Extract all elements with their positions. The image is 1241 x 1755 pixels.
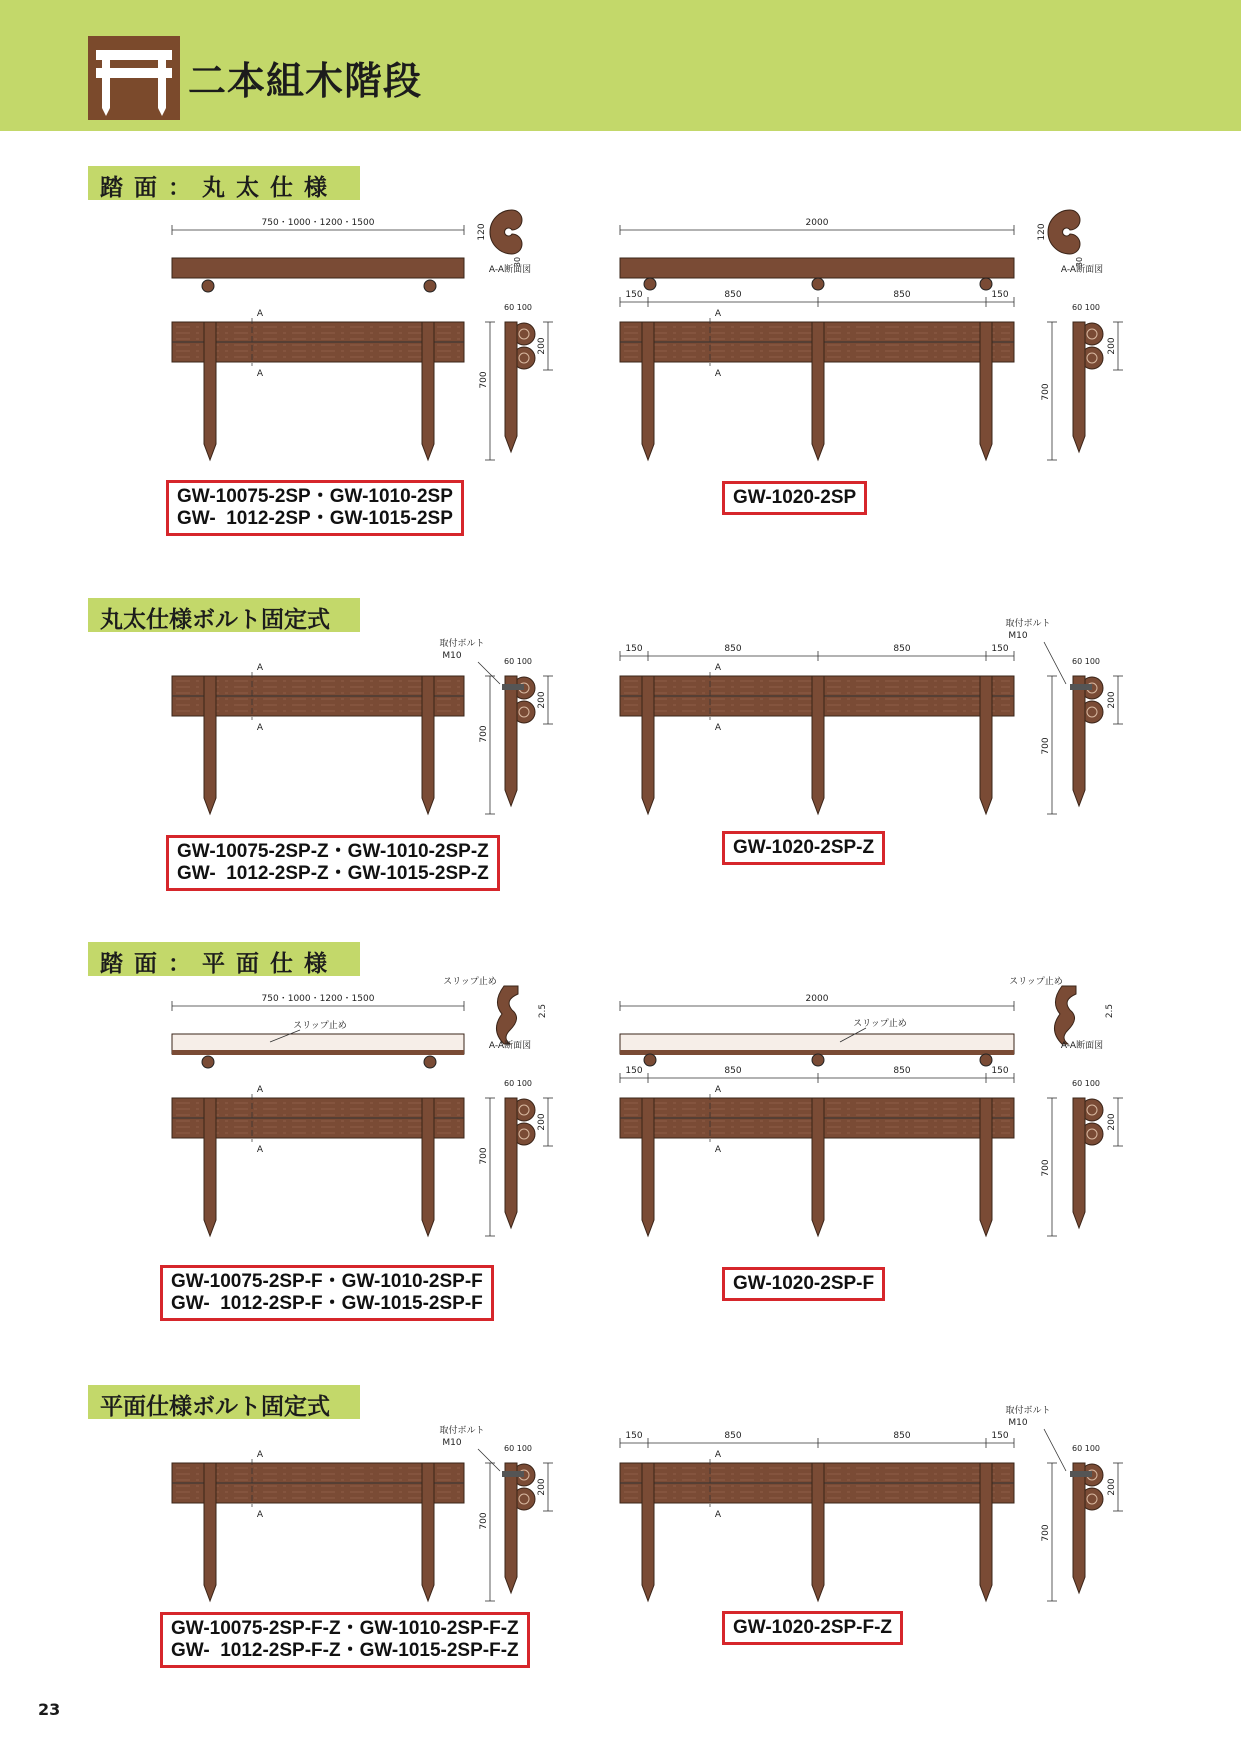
bolt-size-short: M10 <box>442 651 462 661</box>
section-heading-flat-tread: 踏面：平面仕様 <box>88 942 360 976</box>
plan-peg-long-mid <box>812 1054 824 1066</box>
dim-850-left: 850 <box>724 644 742 654</box>
section-heading-flat-bolt: 平面仕様ボルト固定式 <box>88 1385 360 1419</box>
plan-beam-short-base <box>172 1050 464 1055</box>
dim-60-100-long: 60 100 <box>1072 657 1100 666</box>
top-dim-short-label: 750・1000・1200・1500 <box>261 994 375 1004</box>
section-mark-short-label-bottom: A <box>256 369 264 379</box>
dim-150-left: 150 <box>625 290 643 300</box>
dim-850-right: 850 <box>893 1431 911 1441</box>
dim-30-long: 30 <box>1075 256 1084 268</box>
dim-700-long-label: 700 <box>1041 1159 1051 1177</box>
slip-stop-section-short: スリップ止め <box>443 977 497 987</box>
code-box-flat-bolt-2000: GW-1020-2SP-F-Z <box>722 1611 903 1645</box>
front-stake-long-right <box>980 1098 992 1236</box>
dim-850-right: 850 <box>893 290 911 300</box>
section-mark-short-label-bottom: A <box>256 723 264 733</box>
front-stake-long-mid <box>812 322 824 460</box>
section-profile-long <box>1054 986 1076 1044</box>
dim-30-short: 30 <box>513 256 522 268</box>
front-stake-short-left <box>204 1098 216 1236</box>
plan-peg-short-right <box>424 280 436 292</box>
dim-150-right: 150 <box>991 644 1009 654</box>
section-mark-long-label-top: A <box>714 663 722 673</box>
front-stake-long-left <box>642 322 654 460</box>
front-stake-short-left <box>204 1463 216 1601</box>
dim-700-short-label: 700 <box>479 725 489 743</box>
dim-700-short-label: 700 <box>479 1147 489 1165</box>
side-long-stake <box>1073 676 1085 806</box>
plan-peg-long-left <box>644 1054 656 1066</box>
dim-60-100-long: 60 100 <box>1072 1444 1100 1453</box>
dim-150-left: 150 <box>625 644 643 654</box>
section-mark-short-label-bottom: A <box>256 1145 264 1155</box>
code-box-log-bolt-short: GW-10075-2SP-Z・GW-1010-2SP-Z GW- 1012-2SP-Z・GW-1015-2SP-Z <box>166 835 500 891</box>
section-mark-short-label-top: A <box>256 1450 264 1460</box>
bolt-size-short: M10 <box>442 1438 462 1448</box>
dim-25-short: 2.5 <box>538 1003 548 1019</box>
dim-200-short-label: 200 <box>537 1478 547 1496</box>
front-stake-short-right <box>422 676 434 814</box>
section-label-long: A-A断面図 <box>1060 265 1104 275</box>
front-stake-long-left <box>642 676 654 814</box>
code-box-flat-2000: GW-1020-2SP-F <box>722 1267 885 1301</box>
dim-700-long-label: 700 <box>1041 737 1051 755</box>
bolt-label-short: 取付ボルト <box>439 639 485 649</box>
front-stake-short-right <box>422 1463 434 1601</box>
stair-logo-icon <box>88 36 180 120</box>
page-title: 二本組木階段 <box>188 59 423 103</box>
section-mark-short-label-top: A <box>256 1085 264 1095</box>
dim-150-right: 150 <box>991 290 1009 300</box>
dim-850-left: 850 <box>724 1066 742 1076</box>
bolt-size-long: M10 <box>1008 1418 1028 1428</box>
section-heading-log-tread: 踏面：丸太仕様 <box>88 166 360 200</box>
dim-200-short-label: 200 <box>537 337 547 355</box>
code-box-flat-short: GW-10075-2SP-F・GW-1010-2SP-F GW- 1012-2SP-F・GW-1015-2SP-F <box>160 1265 494 1321</box>
bolt-leader-short <box>478 662 500 684</box>
section-mark-long-label-top: A <box>714 1450 722 1460</box>
front-stake-long-mid <box>812 1463 824 1601</box>
code-box-log-2000: GW-1020-2SP <box>722 481 867 515</box>
top-dim-long-label: 2000 <box>805 218 829 228</box>
section-label-long: A-A断面図 <box>1060 1041 1104 1051</box>
section-mark-short-label-top: A <box>256 309 264 319</box>
dim-60-100-short: 60 100 <box>504 303 532 312</box>
dim-60-100-short: 60 100 <box>504 1079 532 1088</box>
plan-peg-long-right <box>980 278 992 290</box>
section-label-short: A-A断面図 <box>488 265 532 275</box>
section-profile-short <box>490 210 522 254</box>
page-number: 23 <box>38 1700 61 1719</box>
dim-850-right: 850 <box>893 1066 911 1076</box>
section-label-short: A-A断面図 <box>488 1041 532 1051</box>
slip-stop-section-long: スリップ止め <box>1009 977 1063 987</box>
plan-beam-long <box>620 258 1014 278</box>
side-short-stake <box>505 1463 517 1593</box>
dim-150-left: 150 <box>625 1431 643 1441</box>
plan-peg-long-left <box>644 278 656 290</box>
dim-200-long-label: 200 <box>1107 337 1117 355</box>
side-short-stake <box>505 322 517 452</box>
section-mark-long-label-bottom: A <box>714 1510 722 1520</box>
slip-stop-label-long: スリップ止め <box>853 1019 907 1029</box>
front-stake-short-right <box>422 1098 434 1236</box>
bolt-label-long: 取付ボルト <box>1005 1406 1051 1416</box>
diagram-flat-tread <box>0 976 1241 1256</box>
code-box-log-bolt-2000: GW-1020-2SP-Z <box>722 831 885 865</box>
top-dim-long-label: 2000 <box>805 994 829 1004</box>
side-short-stake <box>505 1098 517 1228</box>
section-mark-long-label-bottom: A <box>714 369 722 379</box>
section-mark-long-label-bottom: A <box>714 1145 722 1155</box>
section-heading-log-bolt: 丸太仕様ボルト固定式 <box>88 598 360 632</box>
front-stake-long-right <box>980 676 992 814</box>
dim-150-right: 150 <box>991 1066 1009 1076</box>
plan-peg-long-right <box>980 1054 992 1066</box>
side-long-bolt <box>1070 1471 1092 1477</box>
front-stake-long-left <box>642 1463 654 1601</box>
dim-60-100-long: 60 100 <box>1072 1079 1100 1088</box>
plan-peg-short-right <box>424 1056 436 1068</box>
side-long-stake <box>1073 1463 1085 1593</box>
dim-60-100-long: 60 100 <box>1072 303 1100 312</box>
dim-700-long-label: 700 <box>1041 383 1051 401</box>
dim-25-long: 2.5 <box>1105 1003 1115 1019</box>
section-mark-long-label-top: A <box>714 1085 722 1095</box>
front-stake-short-left <box>204 322 216 460</box>
dim-200-short-label: 200 <box>537 691 547 709</box>
header-band <box>0 0 1241 131</box>
plan-beam-short <box>172 258 464 278</box>
plan-peg-short-left <box>202 1056 214 1068</box>
bolt-leader-long <box>1044 1429 1066 1471</box>
side-long-stake <box>1073 322 1085 452</box>
dim-150-right: 150 <box>991 1431 1009 1441</box>
section-mark-long-label-top: A <box>714 309 722 319</box>
front-stake-long-left <box>642 1098 654 1236</box>
dim-700-short-label: 700 <box>479 1512 489 1530</box>
dim-850-left: 850 <box>724 1431 742 1441</box>
dim-200-long-label: 200 <box>1107 691 1117 709</box>
section-mark-long-label-bottom: A <box>714 723 722 733</box>
dim-700-long-label: 700 <box>1041 1524 1051 1542</box>
code-box-log-short: GW-10075-2SP・GW-1010-2SP GW- 1012-2SP・GW-1015-2SP <box>166 480 464 536</box>
front-stake-long-right <box>980 322 992 460</box>
side-long-bolt <box>1070 684 1092 690</box>
bolt-label-long: 取付ボルト <box>1005 619 1051 629</box>
bolt-size-long: M10 <box>1008 631 1028 641</box>
dim-150-left: 150 <box>625 1066 643 1076</box>
dim-700-short-label: 700 <box>479 371 489 389</box>
dim-120-long: 120 <box>1037 223 1047 241</box>
dim-200-short-label: 200 <box>537 1113 547 1131</box>
section-mark-short-label-bottom: A <box>256 1510 264 1520</box>
section-profile-long <box>1048 210 1080 254</box>
front-stake-long-mid <box>812 676 824 814</box>
section-profile-short <box>496 986 518 1044</box>
section-mark-short-label-top: A <box>256 663 264 673</box>
top-dim-short-label: 750・1000・1200・1500 <box>261 218 375 228</box>
side-short-bolt <box>502 1471 524 1477</box>
dim-60-100-short: 60 100 <box>504 657 532 666</box>
front-stake-long-mid <box>812 1098 824 1236</box>
dim-200-long-label: 200 <box>1107 1478 1117 1496</box>
diagram-log-tread <box>0 200 1241 490</box>
bolt-leader-long <box>1044 642 1066 684</box>
dim-200-long-label: 200 <box>1107 1113 1117 1131</box>
plan-peg-long-mid <box>812 278 824 290</box>
front-stake-short-left <box>204 676 216 814</box>
dim-850-left: 850 <box>724 290 742 300</box>
dim-60-100-short: 60 100 <box>504 1444 532 1453</box>
front-stake-long-right <box>980 1463 992 1601</box>
dim-850-right: 850 <box>893 644 911 654</box>
bolt-label-short: 取付ボルト <box>439 1426 485 1436</box>
front-stake-short-right <box>422 322 434 460</box>
code-box-flat-bolt-short: GW-10075-2SP-F-Z・GW-1010-2SP-F-Z GW- 1012-2SP-F-Z・GW-1015-2SP-F-Z <box>160 1612 530 1668</box>
side-short-bolt <box>502 684 524 690</box>
side-short-stake <box>505 676 517 806</box>
side-long-stake <box>1073 1098 1085 1228</box>
bolt-leader-short <box>478 1449 500 1471</box>
slip-stop-label-short: スリップ止め <box>293 1021 347 1031</box>
plan-peg-short-left <box>202 280 214 292</box>
dim-120-short: 120 <box>477 223 487 241</box>
